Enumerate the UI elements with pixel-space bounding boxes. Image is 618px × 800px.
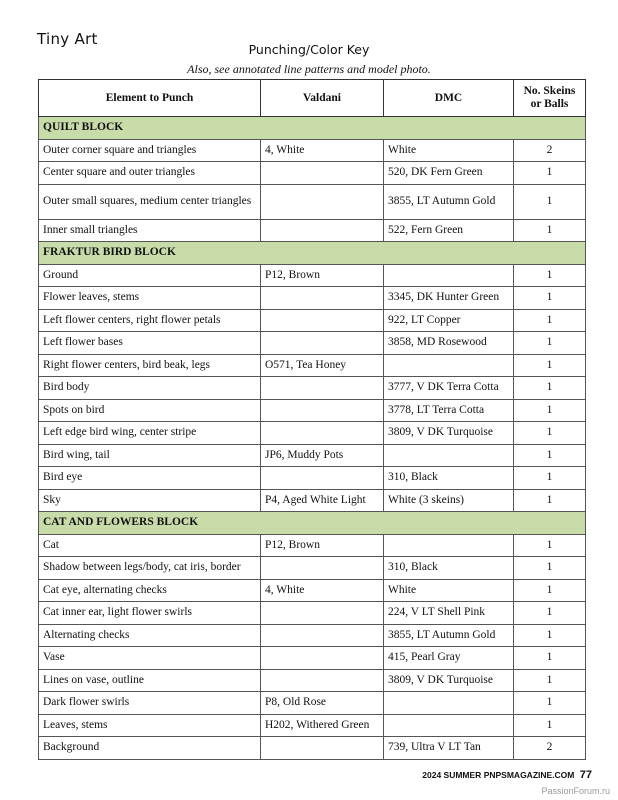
cell-element: Lines on vase, outline	[39, 669, 261, 692]
cell-dmc: White	[384, 139, 514, 162]
table-row	[39, 647, 586, 670]
cell-skeins: 1	[514, 422, 586, 445]
cell-skeins: 1	[514, 264, 586, 287]
watermark: PassionForum.ru	[541, 786, 610, 796]
cell-valdani	[261, 377, 384, 400]
cell-dmc: 3855, LT Autumn Gold	[384, 624, 514, 647]
cell-skeins: 1	[514, 647, 586, 670]
cell-dmc	[384, 354, 514, 377]
cell-element: Leaves, stems	[39, 714, 261, 737]
cell-skeins: 1	[514, 624, 586, 647]
cell-skeins: 1	[514, 309, 586, 332]
table-row	[39, 377, 586, 400]
cell-element: Ground	[39, 264, 261, 287]
section-header: CAT AND FLOWERS BLOCK	[39, 512, 586, 535]
cell-element: Right flower centers, bird beak, legs	[39, 354, 261, 377]
cell-skeins: 1	[514, 557, 586, 580]
cell-skeins: 1	[514, 287, 586, 310]
cell-valdani	[261, 422, 384, 445]
cell-valdani	[261, 184, 384, 219]
section-header-row	[39, 242, 586, 265]
cell-element: Cat eye, alternating checks	[39, 579, 261, 602]
table-row	[39, 309, 586, 332]
table-header-row	[39, 80, 586, 117]
cell-valdani	[261, 737, 384, 760]
table-row	[39, 354, 586, 377]
section-header-row	[39, 117, 586, 140]
table-row	[39, 162, 586, 185]
page-footer	[422, 769, 592, 781]
cell-skeins: 1	[514, 692, 586, 715]
cell-valdani: H202, Withered Green	[261, 714, 384, 737]
footer-issue: 2024 SUMMER	[422, 770, 482, 780]
cell-valdani: P8, Old Rose	[261, 692, 384, 715]
cell-dmc: 3777, V DK Terra Cotta	[384, 377, 514, 400]
table-row	[39, 557, 586, 580]
cell-skeins: 1	[514, 399, 586, 422]
table-row	[39, 444, 586, 467]
cell-dmc	[384, 534, 514, 557]
cell-dmc: 310, Black	[384, 557, 514, 580]
cell-element: Cat	[39, 534, 261, 557]
cell-element: Background	[39, 737, 261, 760]
table-row	[39, 602, 586, 625]
table-row	[39, 669, 586, 692]
cell-element: Flower leaves, stems	[39, 287, 261, 310]
cell-valdani: P12, Brown	[261, 264, 384, 287]
cell-skeins: 1	[514, 219, 586, 242]
cell-dmc: White	[384, 579, 514, 602]
table-row	[39, 534, 586, 557]
cell-skeins: 1	[514, 669, 586, 692]
cell-valdani	[261, 669, 384, 692]
cell-valdani	[261, 219, 384, 242]
table-row	[39, 332, 586, 355]
cell-valdani: 4, White	[261, 579, 384, 602]
cell-valdani	[261, 602, 384, 625]
cell-dmc: 739, Ultra V LT Tan	[384, 737, 514, 760]
cell-skeins: 1	[514, 354, 586, 377]
cell-dmc: 415, Pearl Gray	[384, 647, 514, 670]
cell-element: Bird body	[39, 377, 261, 400]
cell-valdani	[261, 332, 384, 355]
table-row	[39, 624, 586, 647]
cell-dmc: 3778, LT Terra Cotta	[384, 399, 514, 422]
table-row	[39, 692, 586, 715]
cell-dmc: 3809, V DK Turquoise	[384, 669, 514, 692]
cell-skeins: 1	[514, 489, 586, 512]
cell-element: Outer small squares, medium center triangles	[39, 184, 261, 219]
cell-skeins: 2	[514, 737, 586, 760]
cell-valdani	[261, 309, 384, 332]
cell-dmc: 3855, LT Autumn Gold	[384, 184, 514, 219]
cell-skeins: 1	[514, 534, 586, 557]
table-row	[39, 139, 586, 162]
cell-dmc: 310, Black	[384, 467, 514, 490]
cell-element: Shadow between legs/body, cat iris, border	[39, 557, 261, 580]
section-header: QUILT BLOCK	[39, 117, 586, 140]
color-key-table	[38, 79, 586, 760]
cell-valdani: P12, Brown	[261, 534, 384, 557]
cell-valdani: 4, White	[261, 139, 384, 162]
cell-element: Alternating checks	[39, 624, 261, 647]
cell-element: Spots on bird	[39, 399, 261, 422]
cell-valdani: P4, Aged White Light	[261, 489, 384, 512]
key-subtitle: Also, see annotated line patterns and model photo.	[187, 62, 431, 76]
cell-valdani	[261, 624, 384, 647]
cell-dmc: 3858, MD Rosewood	[384, 332, 514, 355]
column-header-dmc: DMC	[384, 80, 514, 117]
cell-dmc: White (3 skeins)	[384, 489, 514, 512]
cell-skeins: 1	[514, 467, 586, 490]
cell-dmc	[384, 264, 514, 287]
cell-dmc: 522, Fern Green	[384, 219, 514, 242]
cell-element: Sky	[39, 489, 261, 512]
table-row	[39, 467, 586, 490]
cell-valdani	[261, 162, 384, 185]
cell-element: Cat inner ear, light flower swirls	[39, 602, 261, 625]
cell-dmc: 224, V LT Shell Pink	[384, 602, 514, 625]
cell-element: Bird wing, tail	[39, 444, 261, 467]
cell-skeins: 1	[514, 444, 586, 467]
column-header-element: Element to Punch	[39, 80, 261, 117]
table-row	[39, 219, 586, 242]
cell-skeins: 1	[514, 377, 586, 400]
cell-element: Center square and outer triangles	[39, 162, 261, 185]
table-row	[39, 184, 586, 219]
cell-valdani	[261, 557, 384, 580]
table-row	[39, 737, 586, 760]
column-header-valdani: Valdani	[261, 80, 384, 117]
cell-skeins: 1	[514, 332, 586, 355]
cell-dmc: 3809, V DK Turquoise	[384, 422, 514, 445]
table-row	[39, 489, 586, 512]
cell-dmc	[384, 714, 514, 737]
table-row	[39, 422, 586, 445]
cell-valdani: JP6, Muddy Pots	[261, 444, 384, 467]
cell-valdani	[261, 647, 384, 670]
table-row	[39, 264, 586, 287]
section-header-row	[39, 512, 586, 535]
cell-dmc: 922, LT Copper	[384, 309, 514, 332]
column-header-skeins: No. Skeins or Balls	[514, 80, 586, 117]
table-row	[39, 714, 586, 737]
footer-site: PNPSMAGAZINE.COM	[483, 770, 575, 780]
table-row	[39, 287, 586, 310]
cell-dmc	[384, 692, 514, 715]
cell-skeins: 1	[514, 714, 586, 737]
cell-skeins: 1	[514, 162, 586, 185]
cell-element: Outer corner square and triangles	[39, 139, 261, 162]
cell-element: Left flower centers, right flower petals	[39, 309, 261, 332]
cell-element: Bird eye	[39, 467, 261, 490]
cell-dmc: 520, DK Fern Green	[384, 162, 514, 185]
cell-valdani: O571, Tea Honey	[261, 354, 384, 377]
cell-valdani	[261, 467, 384, 490]
cell-element: Inner small triangles	[39, 219, 261, 242]
cell-element: Dark flower swirls	[39, 692, 261, 715]
table-body	[39, 117, 586, 760]
key-title: Punching/Color Key	[248, 42, 370, 57]
cell-element: Vase	[39, 647, 261, 670]
cell-skeins: 1	[514, 184, 586, 219]
table-row	[39, 579, 586, 602]
cell-valdani	[261, 287, 384, 310]
cell-element: Left flower bases	[39, 332, 261, 355]
cell-element: Left edge bird wing, center stripe	[39, 422, 261, 445]
cell-valdani	[261, 399, 384, 422]
cell-skeins: 1	[514, 602, 586, 625]
table-row	[39, 399, 586, 422]
section-header: FRAKTUR BIRD BLOCK	[39, 242, 586, 265]
cell-skeins: 2	[514, 139, 586, 162]
cell-dmc	[384, 444, 514, 467]
cell-dmc: 3345, DK Hunter Green	[384, 287, 514, 310]
section-title: Tiny Art	[37, 30, 98, 48]
cell-skeins: 1	[514, 579, 586, 602]
page-number: 77	[579, 769, 592, 781]
